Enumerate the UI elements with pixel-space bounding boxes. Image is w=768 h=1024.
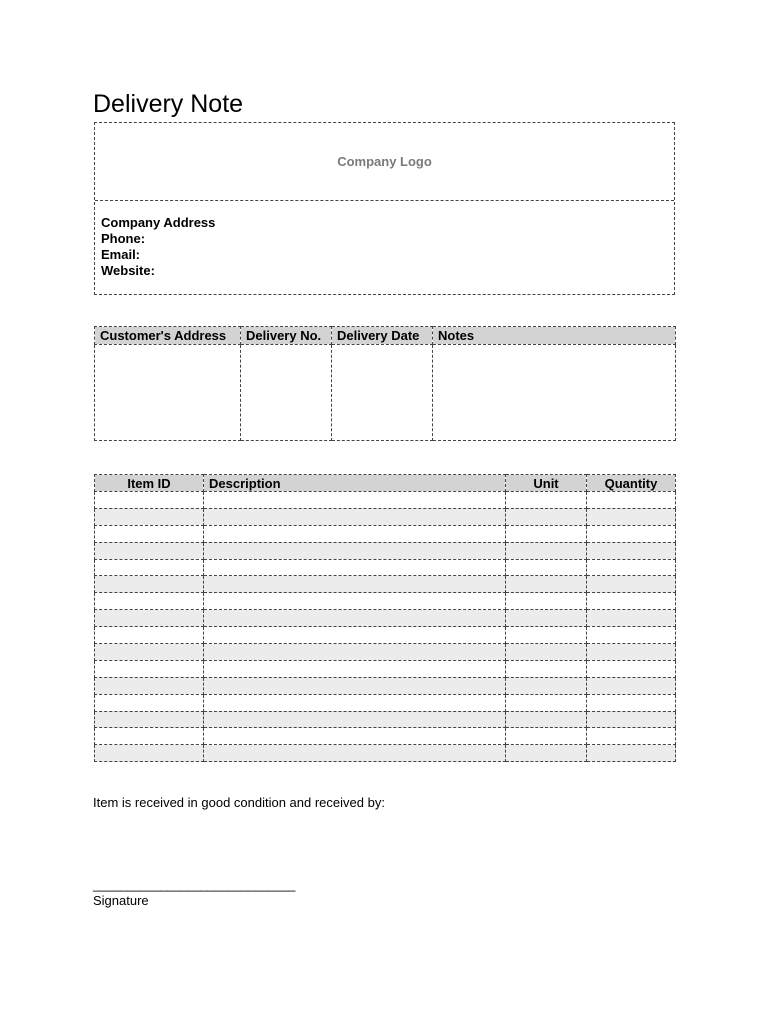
item-row — [95, 610, 676, 627]
item-id-cell[interactable] — [95, 492, 204, 509]
item-id-cell[interactable] — [95, 627, 204, 644]
unit-cell[interactable] — [506, 677, 587, 694]
received-statement: Item is received in good condition and received by: — [93, 795, 385, 810]
quantity-cell[interactable] — [587, 610, 676, 627]
description-cell[interactable] — [204, 745, 506, 762]
quantity-cell[interactable] — [587, 525, 676, 542]
unit-cell[interactable] — [506, 728, 587, 745]
customer-delivery-table — [94, 326, 676, 441]
customer-table-header-row — [95, 327, 676, 345]
delivery-number-cell[interactable] — [241, 345, 332, 441]
phone-label: Phone: — [101, 231, 146, 246]
item-row — [95, 644, 676, 661]
item-id-cell[interactable] — [95, 525, 204, 542]
unit-cell[interactable] — [506, 660, 587, 677]
signature-line[interactable]: ______________________________ — [93, 877, 295, 892]
quantity-cell[interactable] — [587, 677, 676, 694]
description-header: Description — [204, 475, 506, 492]
unit-cell[interactable] — [506, 593, 587, 610]
unit-cell[interactable] — [506, 508, 587, 525]
quantity-cell[interactable] — [587, 694, 676, 711]
quantity-cell[interactable] — [587, 559, 676, 576]
quantity-cell[interactable] — [587, 593, 676, 610]
item-id-cell[interactable] — [95, 610, 204, 627]
quantity-cell[interactable] — [587, 508, 676, 525]
description-cell[interactable] — [204, 492, 506, 509]
item-id-cell[interactable] — [95, 660, 204, 677]
item-row — [95, 559, 676, 576]
unit-cell[interactable] — [506, 610, 587, 627]
unit-cell[interactable] — [506, 627, 587, 644]
description-cell[interactable] — [204, 677, 506, 694]
unit-cell[interactable] — [506, 711, 587, 728]
item-row — [95, 508, 676, 525]
items-table-body — [95, 492, 676, 762]
quantity-cell[interactable] — [587, 711, 676, 728]
description-cell[interactable] — [204, 610, 506, 627]
unit-cell[interactable] — [506, 492, 587, 509]
unit-cell[interactable] — [506, 644, 587, 661]
unit-cell[interactable] — [506, 525, 587, 542]
quantity-cell[interactable] — [587, 728, 676, 745]
item-row — [95, 677, 676, 694]
email-label: Email: — [101, 247, 141, 262]
unit-cell[interactable] — [506, 694, 587, 711]
item-row — [95, 542, 676, 559]
item-id-cell[interactable] — [95, 593, 204, 610]
company-logo-placeholder: Company Logo — [337, 154, 432, 169]
quantity-cell[interactable] — [587, 644, 676, 661]
customer-table-row — [95, 345, 676, 441]
description-cell[interactable] — [204, 559, 506, 576]
item-row — [95, 745, 676, 762]
quantity-cell[interactable] — [587, 492, 676, 509]
signature-label: Signature — [93, 893, 149, 908]
description-cell[interactable] — [204, 694, 506, 711]
description-cell[interactable] — [204, 593, 506, 610]
item-id-header: Item ID — [95, 475, 204, 492]
item-row — [95, 492, 676, 509]
customers-address-cell[interactable] — [95, 345, 241, 441]
notes-cell[interactable] — [433, 345, 676, 441]
description-cell[interactable] — [204, 711, 506, 728]
quantity-header: Quantity — [587, 475, 676, 492]
delivery-date-cell[interactable] — [332, 345, 433, 441]
item-id-cell[interactable] — [95, 728, 204, 745]
description-cell[interactable] — [204, 728, 506, 745]
unit-cell[interactable] — [506, 576, 587, 593]
delivery-number-header: Delivery No. — [241, 327, 332, 345]
item-row — [95, 627, 676, 644]
item-row — [95, 711, 676, 728]
company-address-label: Company Address — [101, 215, 216, 230]
notes-header: Notes — [433, 327, 676, 345]
item-id-cell[interactable] — [95, 508, 204, 525]
company-contact-block — [101, 215, 215, 279]
description-cell[interactable] — [204, 508, 506, 525]
company-header-box — [94, 122, 675, 295]
quantity-cell[interactable] — [587, 745, 676, 762]
quantity-cell[interactable] — [587, 576, 676, 593]
item-id-cell[interactable] — [95, 576, 204, 593]
item-id-cell[interactable] — [95, 711, 204, 728]
description-cell[interactable] — [204, 525, 506, 542]
description-cell[interactable] — [204, 542, 506, 559]
website-label: Website: — [101, 263, 155, 278]
item-id-cell[interactable] — [95, 559, 204, 576]
customers-address-header: Customer's Address — [95, 327, 241, 345]
item-id-cell[interactable] — [95, 745, 204, 762]
item-row — [95, 576, 676, 593]
item-row — [95, 525, 676, 542]
unit-header: Unit — [506, 475, 587, 492]
description-cell[interactable] — [204, 627, 506, 644]
logo-area — [95, 123, 674, 201]
description-cell[interactable] — [204, 644, 506, 661]
description-cell[interactable] — [204, 576, 506, 593]
item-id-cell[interactable] — [95, 694, 204, 711]
items-table-header-row — [95, 475, 676, 492]
description-cell[interactable] — [204, 660, 506, 677]
unit-cell[interactable] — [506, 559, 587, 576]
item-row — [95, 593, 676, 610]
item-id-cell[interactable] — [95, 677, 204, 694]
item-id-cell[interactable] — [95, 542, 204, 559]
page-title: Delivery Note — [93, 90, 244, 118]
item-id-cell[interactable] — [95, 644, 204, 661]
item-row — [95, 728, 676, 745]
unit-cell[interactable] — [506, 745, 587, 762]
delivery-date-header: Delivery Date — [332, 327, 433, 345]
item-row — [95, 660, 676, 677]
unit-cell[interactable] — [506, 542, 587, 559]
quantity-cell[interactable] — [587, 627, 676, 644]
item-row — [95, 694, 676, 711]
quantity-cell[interactable] — [587, 542, 676, 559]
items-table — [94, 474, 676, 762]
quantity-cell[interactable] — [587, 660, 676, 677]
